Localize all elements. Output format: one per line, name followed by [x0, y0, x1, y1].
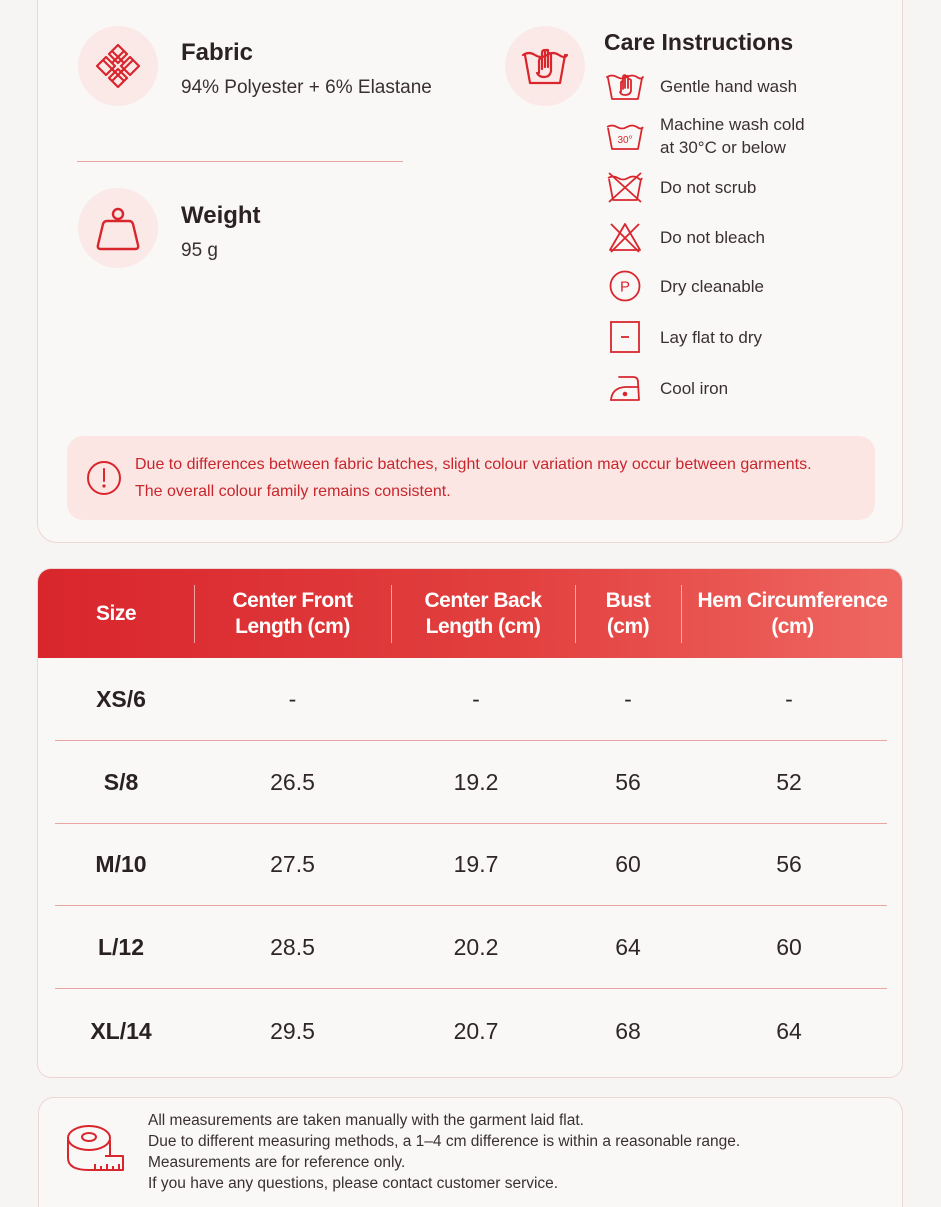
- care-item: [604, 113, 805, 159]
- product-info-card: [37, 0, 903, 543]
- alert-icon: [85, 459, 123, 497]
- cell-value: 52: [776, 768, 802, 795]
- cell-value: 68: [615, 1017, 641, 1044]
- table-row: [38, 741, 903, 823]
- care-item: [604, 269, 764, 303]
- fabric-title: Fabric: [181, 39, 254, 66]
- measurement-note-card: [38, 1097, 903, 1207]
- size-chart-table: [37, 568, 903, 1078]
- do-not-bleach-icon: [604, 220, 646, 254]
- dry-clean-p-icon: [604, 269, 646, 303]
- lay-flat-dry-icon: [604, 320, 646, 354]
- notice-line: The overall colour family remains consistent.: [135, 483, 451, 500]
- table-row: [38, 824, 903, 905]
- note-line: Measurements are for reference only.: [148, 1154, 406, 1171]
- header-bust: Bust (cm): [605, 588, 651, 638]
- cell-value: 56: [776, 851, 802, 877]
- note-line: If you have any questions, please contact customer service.: [148, 1175, 559, 1192]
- fabric-value: 94% Polyester + 6% Elastane: [181, 77, 432, 98]
- care-item: [604, 69, 797, 103]
- cell-value: 64: [776, 1017, 802, 1044]
- note-line: Due to different measuring methods, a 1–4 cm difference is within a reasonable range.: [148, 1133, 741, 1150]
- cell-value: 19.7: [453, 851, 499, 877]
- care-label: Do not scrub: [660, 177, 757, 197]
- cell-value: -: [624, 685, 632, 712]
- cell-value: 60: [615, 851, 641, 877]
- cell-value: 19.2: [453, 768, 499, 795]
- divider: [77, 161, 403, 162]
- hand-wash-icon: [505, 26, 585, 106]
- header-hem: Hem Circumference (cm): [697, 588, 888, 638]
- care-label: Gentle hand wash: [660, 76, 798, 96]
- weight-value: 95 g: [181, 240, 218, 261]
- cool-iron-icon: [604, 371, 646, 405]
- care-item: [604, 320, 762, 354]
- care-label: Lay flat to dry: [660, 327, 763, 347]
- cell-value: 28.5: [270, 933, 315, 960]
- cell-size: L/12: [97, 933, 145, 960]
- care-item: [604, 220, 765, 254]
- table-header: [38, 569, 903, 658]
- cell-size: XL/14: [90, 1017, 152, 1044]
- cell-value: 56: [615, 768, 641, 795]
- cell-size: XS/6: [96, 685, 146, 712]
- do-not-scrub-icon: [604, 170, 646, 204]
- table-row: [38, 906, 903, 988]
- machine-wash-30-icon: [604, 119, 646, 153]
- hand-wash-icon: [604, 69, 646, 103]
- header-center-front: Center Front Length (cm): [232, 588, 353, 638]
- colour-variation-notice: [67, 436, 875, 520]
- notice-line: Due to differences between fabric batches, slight colour variation may occur between garments.: [135, 456, 812, 473]
- cell-value: 26.5: [270, 768, 315, 795]
- care-label: Do not bleach: [660, 227, 765, 247]
- cell-value: -: [785, 685, 793, 712]
- care-label: Cool iron: [660, 378, 729, 398]
- note-text: [148, 1110, 740, 1194]
- cell-value: 64: [615, 933, 641, 960]
- cell-value: 20.2: [453, 933, 499, 960]
- cell-value: 60: [776, 933, 802, 960]
- care-label: Dry cleanable: [660, 276, 764, 296]
- weight-title: Weight: [181, 202, 261, 229]
- cell-value: 20.7: [453, 1017, 499, 1044]
- svg-text:P: P: [619, 278, 631, 296]
- note-line: All measurements are taken manually with the garment laid flat.: [148, 1112, 584, 1129]
- table-row: [38, 989, 903, 1073]
- care-label: Machine wash cold at 30°C or below: [660, 115, 805, 157]
- cell-value: 29.5: [270, 1017, 315, 1044]
- care-title: Care Instructions: [604, 29, 794, 55]
- cell-size: S/8: [103, 768, 139, 795]
- weight-icon: [78, 188, 158, 268]
- cell-size: M/10: [95, 851, 147, 877]
- notice-text: [135, 451, 812, 505]
- cell-value: -: [472, 685, 480, 712]
- table-row: [38, 658, 903, 740]
- care-item: [604, 371, 728, 405]
- fabric-knot-icon: [78, 26, 158, 106]
- cell-value: -: [288, 685, 297, 712]
- header-center-back: Center Back Length (cm): [424, 588, 542, 638]
- care-item: [604, 170, 756, 204]
- cell-value: 27.5: [270, 851, 315, 877]
- svg-text:30°: 30°: [617, 135, 633, 146]
- header-size: Size: [95, 601, 137, 625]
- tape-measure-icon: [65, 1120, 129, 1176]
